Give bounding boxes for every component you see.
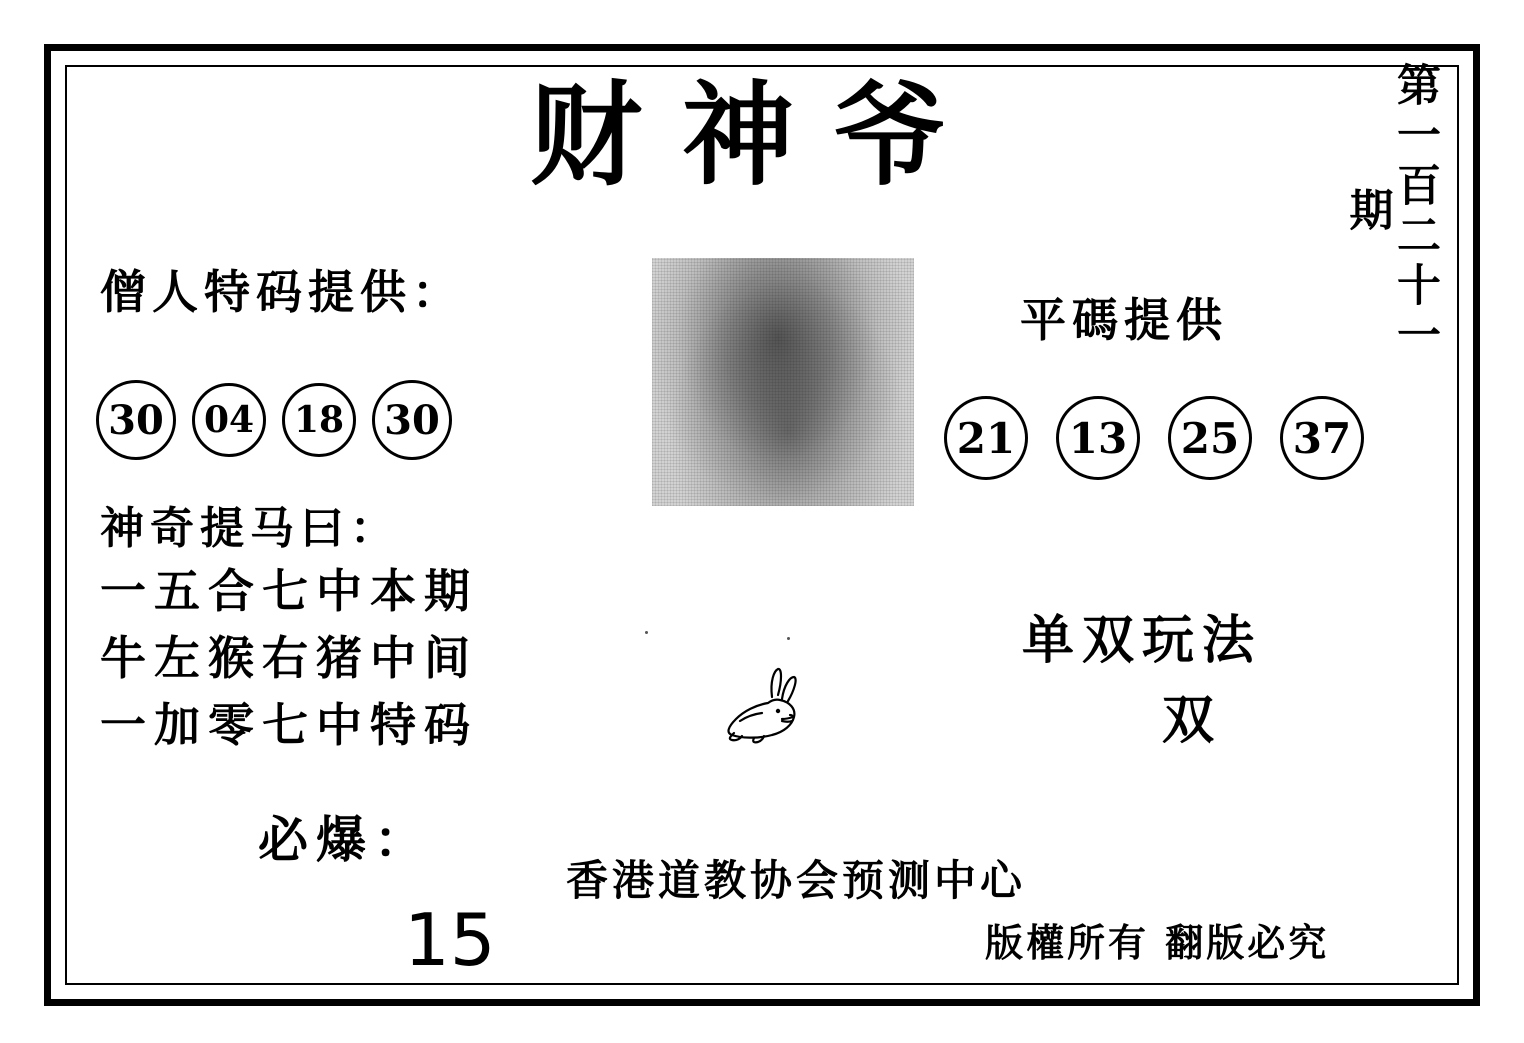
- right-section-heading: 平碼提供: [1020, 293, 1228, 347]
- speck-mark: [787, 637, 790, 640]
- copyright-notice: 版權所有 翻版必究: [985, 920, 1330, 965]
- number-ball: 21: [944, 396, 1028, 480]
- left-section-heading: 僧人特码提供：: [100, 265, 464, 319]
- scanned-seal-image: [652, 258, 914, 506]
- organization-name: 香港道教协会预测中心: [566, 856, 1027, 905]
- verse-line: 牛左猴右猪中间: [100, 631, 478, 685]
- number-ball: 18: [282, 383, 356, 457]
- right-number-ball-group: [944, 396, 1364, 480]
- page-title: 财神爷: [530, 70, 986, 201]
- verse-line: 一加零七中特码: [100, 698, 478, 752]
- left-number-ball-group: [96, 380, 452, 460]
- number-ball: 30: [96, 380, 176, 460]
- must-explode-number: 15: [404, 898, 496, 982]
- must-explode-label: 必爆：: [258, 810, 432, 869]
- number-ball: 13: [1056, 396, 1140, 480]
- speck-mark: [645, 631, 648, 634]
- number-ball: 25: [1168, 396, 1252, 480]
- magic-horse-verses: [100, 558, 478, 759]
- issue-number-vertical: 第一百二十一期: [1341, 62, 1440, 362]
- magic-horse-heading: 神奇提马曰：: [100, 503, 400, 554]
- play-method-value: 双: [1162, 690, 1223, 751]
- number-ball: 37: [1280, 396, 1364, 480]
- play-method-title: 单双玩法: [1022, 610, 1263, 671]
- rabbit-illustration: [710, 655, 820, 755]
- number-ball: 04: [192, 383, 266, 457]
- number-ball: 30: [372, 380, 452, 460]
- verse-line: 一五合七中本期: [100, 564, 478, 618]
